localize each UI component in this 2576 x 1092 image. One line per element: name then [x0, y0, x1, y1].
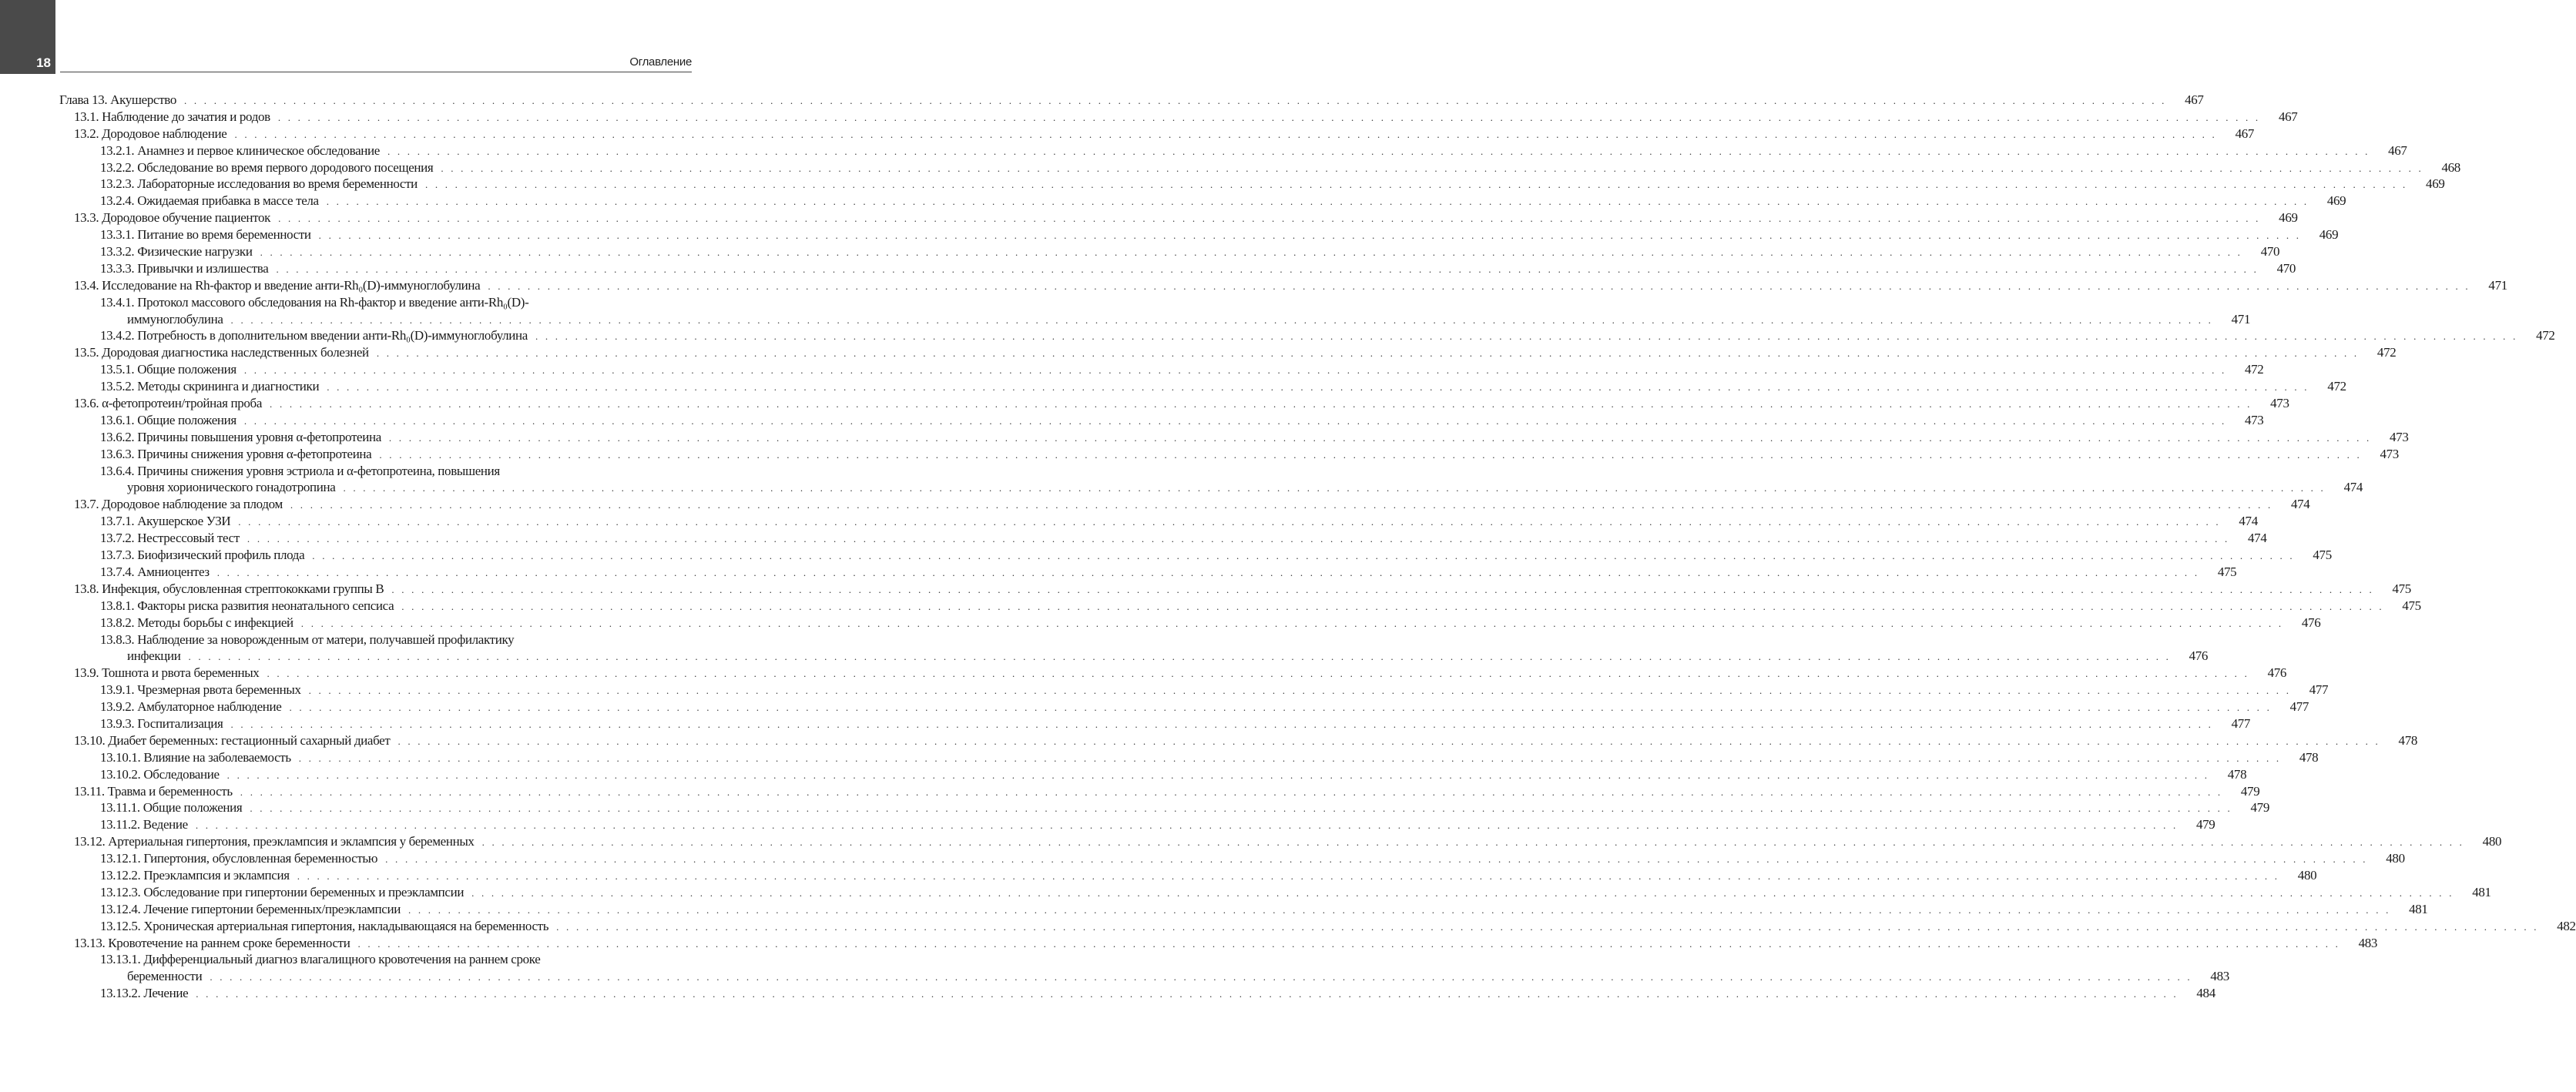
toc-page-number: 479	[2195, 817, 2215, 832]
toc-entry[interactable]	[59, 126, 2255, 143]
dot-leader: . . . . . . . . . . . . . . . . . . . . . . . . . . . . . . . . . . . . . . . . . . . . . . . . . . . . . . . . . . . . . . . . . . . . . . . . . . . . . . . . . . . . . . . . . . . . . . . . . . . . . . . . . . . . . . . . . . . . . . . . . . . . . . . . . . . . . . . . . . . . . . . . . . . . . . . . . . . . . . . . . . . . . . . . . . . . . . . . . . . . . . . . . . . . . . . . . . . . . . . .	[556, 920, 2539, 933]
dot-leader: . . . . . . . . . . . . . . . . . . . . . . . . . . . . . . . . . . . . . . . . . . . . . . . . . . . . . . . . . . . . . . . . . . . . . . . . . . . . . . . . . . . . . . . . . . . . . . . . . . . . . . . . . . . . . . . . . . . . . . . . . . . . . . . . . . . . . . . . . . . . . . . . . . . . . . . . . . . . . . . . . . . . . . . . . . . . . . . . . . . . . . . . . . . . . . . . . . . . . . . .	[326, 196, 2309, 208]
toc-page-number: 476	[2301, 615, 2321, 630]
toc-page-number: 468	[2441, 159, 2460, 175]
dot-leader: . . . . . . . . . . . . . . . . . . . . . . . . . . . . . . . . . . . . . . . . . . . . . . . . . . . . . . . . . . . . . . . . . . . . . . . . . . . . . . . . . . . . . . . . . . . . . . . . . . . . . . . . . . . . . . . . . . . . . . . . . . . . . . . . . . . . . . . . . . . . . . . . . . . . . . . . . . . . . . . . . . . . . . . . . . . . . . . . . . . . . . . . . . . . . . . . . . . . . . . .	[298, 752, 2282, 764]
dot-leader: . . . . . . . . . . . . . . . . . . . . . . . . . . . . . . . . . . . . . . . . . . . . . . . . . . . . . . . . . . . . . . . . . . . . . . . . . . . . . . . . . . . . . . . . . . . . . . . . . . . . . . . . . . . . . . . . . . . . . . . . . . . . . . . . . . . . . . . . . . . . . . . . . . . . . . . . . . . . . . . . . . . . . . . . . . . . . . . . . . . . . . . . . . . . . . . . . . . . . . . .	[277, 111, 2261, 123]
dot-leader: . . . . . . . . . . . . . . . . . . . . . . . . . . . . . . . . . . . . . . . . . . . . . . . . . . . . . . . . . . . . . . . . . . . . . . . . . . . . . . . . . . . . . . . . . . . . . . . . . . . . . . . . . . . . . . . . . . . . . . . . . . . . . . . . . . . . . . . . . . . . . . . . . . . . . . . . . . . . . . . . . . . . . . . . . . . . . . . . . . . . . . . . . . . . . . . . . . . . . . . .	[188, 651, 2172, 663]
toc-entry[interactable]	[59, 682, 2329, 699]
toc-entry[interactable]	[59, 732, 2417, 750]
toc-entry-title: 13.2.4. Ожидаемая прибавка в массе тела	[100, 193, 319, 209]
table-of-contents	[59, 92, 2576, 1003]
toc-entry[interactable]	[59, 615, 2321, 632]
dot-leader: . . . . . . . . . . . . . . . . . . . . . . . . . . . . . . . . . . . . . . . . . . . . . . . . . . . . . . . . . . . . . . . . . . . . . . . . . . . . . . . . . . . . . . . . . . . . . . . . . . . . . . . . . . . . . . . . . . . . . . . . . . . . . . . . . . . . . . . . . . . . . . . . . . . . . . . . . . . . . . . . . . . . . . . . . . . . . . . . . . . . . . . . . . . . . . . . . . . . . . . .	[300, 617, 2284, 629]
toc-entry[interactable]	[59, 497, 2310, 514]
toc-entry-title: 13.8.3. Наблюдение за новорожденным от матери, получавшей профилактику	[100, 631, 515, 647]
dot-leader: . . . . . . . . . . . . . . . . . . . . . . . . . . . . . . . . . . . . . . . . . . . . . . . . . . . . . . . . . . . . . . . . . . . . . . . . . . . . . . . . . . . . . . . . . . . . . . . . . . . . . . . . . . . . . . . . . . . . . . . . . . . . . . . . . . . . . . . . . . . . . . . . . . . . . . . . . . . . . . . . . . . . . . . . . . . . . . . . . . . . . . . . . . . . . . . . . . . . . . . .	[297, 869, 2280, 882]
toc-entry-title: 13.10.2. Обследование	[100, 766, 220, 782]
toc-page-number: 474	[2248, 531, 2267, 546]
toc-entry[interactable]	[59, 244, 2280, 261]
toc-page-number: 472	[2536, 328, 2555, 343]
toc-entry-title: 13.6. α-фетопротеин/тройная проба	[74, 396, 263, 411]
toc-entry-title: 13.10.1. Влияние на заболеваемость	[100, 749, 291, 765]
dot-leader: . . . . . . . . . . . . . . . . . . . . . . . . . . . . . . . . . . . . . . . . . . . . . . . . . . . . . . . . . . . . . . . . . . . . . . . . . . . . . . . . . . . . . . . . . . . . . . . . . . . . . . . . . . . . . . . . . . . . . . . . . . . . . . . . . . . . . . . . . . . . . . . . . . . . . . . . . . . . . . . . . . . . . . . . . . . . . . . . . . . . . . . . . . . . . . . . . . . . . . . .	[391, 583, 2374, 595]
toc-page-number: 470	[2260, 244, 2280, 260]
toc-page-number: 477	[2309, 682, 2329, 698]
dot-leader: . . . . . . . . . . . . . . . . . . . . . . . . . . . . . . . . . . . . . . . . . . . . . . . . . . . . . . . . . . . . . . . . . . . . . . . . . . . . . . . . . . . . . . . . . . . . . . . . . . . . . . . . . . . . . . . . . . . . . . . . . . . . . . . . . . . . . . . . . . . . . . . . . . . . . . . . . . . . . . . . . . . . . . . . . . . . . . . . . . . . . . . . . . . . . . . . . . . . . . . .	[276, 263, 2259, 275]
toc-entry-title: 13.5.2. Методы скрининга и диагностики	[100, 379, 320, 394]
toc-entry-title: 13.4.1. Протокол массового обследования на Rh-фактор и введение анти-Rh₀(D)-	[100, 294, 529, 310]
toc-entry-title: 13.12. Артериальная гипертония, преэклампсия и эклампсия у беременных	[74, 834, 475, 849]
toc-entry-title: Глава 13. Акушерство	[59, 92, 176, 107]
toc-entry[interactable]	[59, 800, 2269, 817]
toc-page-number: 481	[2409, 901, 2428, 916]
toc-entry-title: 13.2.2. Обследование во время первого дородового посещения	[100, 159, 434, 175]
toc-entry[interactable]	[59, 227, 2339, 244]
toc-page-number: 480	[2386, 851, 2405, 866]
toc-page-number: 481	[2472, 884, 2491, 899]
dot-leader: . . . . . . . . . . . . . . . . . . . . . . . . . . . . . . . . . . . . . . . . . . . . . . . . . . . . . . . . . . . . . . . . . . . . . . . . . . . . . . . . . . . . . . . . . . . . . . . . . . . . . . . . . . . . . . . . . . . . . . . . . . . . . . . . . . . . . . . . . . . . . . . . . . . . . . . . . . . . . . . . . . . . . . . . . . . . . . . . . . . . . . . . . . . . . . . . . . . . . . . .	[230, 718, 2214, 730]
toc-page-number: 472	[2327, 379, 2346, 394]
toc-page-number: 474	[2239, 514, 2258, 529]
dot-leader: . . . . . . . . . . . . . . . . . . . . . . . . . . . . . . . . . . . . . . . . . . . . . . . . . . . . . . . . . . . . . . . . . . . . . . . . . . . . . . . . . . . . . . . . . . . . . . . . . . . . . . . . . . . . . . . . . . . . . . . . . . . . . . . . . . . . . . . . . . . . . . . . . . . . . . . . . . . . . . . . . . . . . . . . . . . . . . . . . . . . . . . . . . . . . . . . . . . . . . . .	[230, 313, 2214, 326]
toc-page-number: 478	[2299, 749, 2319, 765]
dot-leader: . . . . . . . . . . . . . . . . . . . . . . . . . . . . . . . . . . . . . . . . . . . . . . . . . . . . . . . . . . . . . . . . . . . . . . . . . . . . . . . . . . . . . . . . . . . . . . . . . . . . . . . . . . . . . . . . . . . . . . . . . . . . . . . . . . . . . . . . . . . . . . . . . . . . . . . . . . . . . . . . . . . . . . . . . . . . . . . . . . . . . . . . . . . . . . . . . . . . . . . .	[226, 769, 2210, 781]
dot-leader: . . . . . . . . . . . . . . . . . . . . . . . . . . . . . . . . . . . . . . . . . . . . . . . . . . . . . . . . . . . . . . . . . . . . . . . . . . . . . . . . . . . . . . . . . . . . . . . . . . . . . . . . . . . . . . . . . . . . . . . . . . . . . . . . . . . . . . . . . . . . . . . . . . . . . . . . . . . . . . . . . . . . . . . . . . . . . . . . . . . . . . . . . . . . . . . . . . . . . . . .	[210, 971, 2192, 983]
toc-entry-title: 13.6.1. Общие положения	[100, 412, 236, 427]
dot-leader: . . . . . . . . . . . . . . . . . . . . . . . . . . . . . . . . . . . . . . . . . . . . . . . . . . . . . . . . . . . . . . . . . . . . . . . . . . . . . . . . . . . . . . . . . . . . . . . . . . . . . . . . . . . . . . . . . . . . . . . . . . . . . . . . . . . . . . . . . . . . . . . . . . . . . . . . . . . . . . . . . . . . . . . . . . . . . . . . . . . . . . . . . . . . . . . . . . . . . . . .	[250, 802, 2232, 815]
toc-page-number: 473	[2270, 396, 2289, 411]
toc-entry[interactable]	[59, 564, 2237, 581]
toc-entry-title: инфекции	[127, 648, 181, 664]
toc-entry-title: 13.12.4. Лечение гипертонии беременных/преэклампсии	[100, 901, 401, 916]
toc-entry[interactable]	[59, 632, 692, 649]
toc-page-number: 469	[2279, 210, 2298, 226]
dot-leader: . . . . . . . . . . . . . . . . . . . . . . . . . . . . . . . . . . . . . . . . . . . . . . . . . . . . . . . . . . . . . . . . . . . . . . . . . . . . . . . . . . . . . . . . . . . . . . . . . . . . . . . . . . . . . . . . . . . . . . . . . . . . . . . . . . . . . . . . . . . . . . . . . . . . . . . . . . . . . . . . . . . . . . . . . . . . . . . . . . . . . . . . . . . . . . . . . . . . . . . .	[387, 145, 2370, 157]
dot-leader: . . . . . . . . . . . . . . . . . . . . . . . . . . . . . . . . . . . . . . . . . . . . . . . . . . . . . . . . . . . . . . . . . . . . . . . . . . . . . . . . . . . . . . . . . . . . . . . . . . . . . . . . . . . . . . . . . . . . . . . . . . . . . . . . . . . . . . . . . . . . . . . . . . . . . . . . . . . . . . . . . . . . . . . . . . . . . . . . . . . . . . . . . . . . . . . . . . . . . . . .	[240, 786, 2223, 798]
toc-entry[interactable]	[59, 109, 2298, 126]
toc-page-number: 472	[2376, 345, 2397, 360]
toc-entry[interactable]	[59, 531, 2267, 548]
toc-page-number: 477	[2231, 715, 2251, 731]
toc-entry-title: 13.7.2. Нестрессовый тест	[100, 531, 240, 546]
dot-leader: . . . . . . . . . . . . . . . . . . . . . . . . . . . . . . . . . . . . . . . . . . . . . . . . . . . . . . . . . . . . . . . . . . . . . . . . . . . . . . . . . . . . . . . . . . . . . . . . . . . . . . . . . . . . . . . . . . . . . . . . . . . . . . . . . . . . . . . . . . . . . . . . . . . . . . . . . . . . . . . . . . . . . . . . . . . . . . . . . . . . . . . . . . . . . . . . . . . . . . . .	[535, 330, 2518, 343]
dot-leader: . . . . . . . . . . . . . . . . . . . . . . . . . . . . . . . . . . . . . . . . . . . . . . . . . . . . . . . . . . . . . . . . . . . . . . . . . . . . . . . . . . . . . . . . . . . . . . . . . . . . . . . . . . . . . . . . . . . . . . . . . . . . . . . . . . . . . . . . . . . . . . . . . . . . . . . . . . . . . . . . . . . . . . . . . . . . . . . . . . . . . . . . . . . . . . . . . . . . . . . .	[327, 381, 2309, 394]
toc-entry[interactable]	[59, 464, 692, 481]
toc-entry[interactable]	[59, 210, 2298, 227]
dot-leader: . . . . . . . . . . . . . . . . . . . . . . . . . . . . . . . . . . . . . . . . . . . . . . . . . . . . . . . . . . . . . . . . . . . . . . . . . . . . . . . . . . . . . . . . . . . . . . . . . . . . . . . . . . . . . . . . . . . . . . . . . . . . . . . . . . . . . . . . . . . . . . . . . . . . . . . . . . . . . . . . . . . . . . . . . . . . . . . . . . . . . . . . . . . . . . . . . . . . . . . .	[401, 600, 2384, 612]
toc-entry-title: 13.12.2. Преэклампсия и эклампсия	[100, 867, 290, 883]
toc-entry[interactable]	[59, 918, 2576, 936]
toc-page-number: 475	[2402, 598, 2421, 613]
toc-entry[interactable]	[59, 514, 2258, 531]
toc-entry-title: 13.8.2. Методы борьбы с инфекцией	[100, 615, 293, 630]
dot-leader: . . . . . . . . . . . . . . . . . . . . . . . . . . . . . . . . . . . . . . . . . . . . . . . . . . . . . . . . . . . . . . . . . . . . . . . . . . . . . . . . . . . . . . . . . . . . . . . . . . . . . . . . . . . . . . . . . . . . . . . . . . . . . . . . . . . . . . . . . . . . . . . . . . . . . . . . . . . . . . . . . . . . . . . . . . . . . . . . . . . . . . . . . . . . . . . . . . . . . . . .	[290, 499, 2273, 511]
dot-leader: . . . . . . . . . . . . . . . . . . . . . . . . . . . . . . . . . . . . . . . . . . . . . . . . . . . . . . . . . . . . . . . . . . . . . . . . . . . . . . . . . . . . . . . . . . . . . . . . . . . . . . . . . . . . . . . . . . . . . . . . . . . . . . . . . . . . . . . . . . . . . . . . . . . . . . . . . . . . . . . . . . . . . . . . . . . . . . . . . . . . . . . . . . . . . . . . . . . . . . . .	[278, 213, 2261, 225]
toc-entry-title: 13.13.2. Лечение	[100, 986, 189, 1001]
toc-entry-title: 13.2.1. Анамнез и первое клиническое обследование	[100, 142, 380, 158]
dot-leader: . . . . . . . . . . . . . . . . . . . . . . . . . . . . . . . . . . . . . . . . . . . . . . . . . . . . . . . . . . . . . . . . . . . . . . . . . . . . . . . . . . . . . . . . . . . . . . . . . . . . . . . . . . . . . . . . . . . . . . . . . . . . . . . . . . . . . . . . . . . . . . . . . . . . . . . . . . . . . . . . . . . . . . . . . . . . . . . . . . . . . . . . . . . . . . . . . . . . . . . .	[397, 735, 2380, 747]
toc-entry[interactable]	[59, 834, 2502, 851]
toc-entry[interactable]	[59, 480, 2363, 497]
dot-leader: . . . . . . . . . . . . . . . . . . . . . . . . . . . . . . . . . . . . . . . . . . . . . . . . . . . . . . . . . . . . . . . . . . . . . . . . . . . . . . . . . . . . . . . . . . . . . . . . . . . . . . . . . . . . . . . . . . . . . . . . . . . . . . . . . . . . . . . . . . . . . . . . . . . . . . . . . . . . . . . . . . . . . . . . . . . . . . . . . . . . . . . . . . . . . . . . . . . . . . . .	[318, 229, 2302, 242]
dot-leader: . . . . . . . . . . . . . . . . . . . . . . . . . . . . . . . . . . . . . . . . . . . . . . . . . . . . . . . . . . . . . . . . . . . . . . . . . . . . . . . . . . . . . . . . . . . . . . . . . . . . . . . . . . . . . . . . . . . . . . . . . . . . . . . . . . . . . . . . . . . . . . . . . . . . . . . . . . . . . . . . . . . . . . . . . . . . . . . . . . . . . . . . . . . . . . . . . . . . . . . .	[312, 550, 2295, 562]
toc-entry-title: 13.1. Наблюдение до зачатия и родов	[74, 109, 270, 124]
toc-page-number: 479	[2240, 783, 2260, 799]
toc-entry[interactable]	[59, 986, 2215, 1003]
toc-entry[interactable]	[59, 699, 2309, 716]
toc-entry-title: 13.3.3. Привычки и излишества	[100, 260, 269, 276]
toc-entry[interactable]	[59, 598, 2421, 615]
page-number: 18	[36, 55, 51, 70]
dot-leader: . . . . . . . . . . . . . . . . . . . . . . . . . . . . . . . . . . . . . . . . . . . . . . . . . . . . . . . . . . . . . . . . . . . . . . . . . . . . . . . . . . . . . . . . . . . . . . . . . . . . . . . . . . . . . . . . . . . . . . . . . . . . . . . . . . . . . . . . . . . . . . . . . . . . . . . . . . . . . . . . . . . . . . . . . . . . . . . . . . . . . . . . . . . . . . . . . . . . . . . .	[184, 95, 2167, 106]
toc-entry-title: 13.2.3. Лабораторные исследования во время беременности	[100, 176, 418, 192]
toc-page-number: 476	[2189, 648, 2209, 664]
toc-page-number: 475	[2313, 548, 2332, 563]
toc-entry-title: иммуноглобулина	[127, 311, 223, 327]
toc-entry[interactable]	[59, 851, 2405, 868]
toc-entry[interactable]	[59, 295, 692, 312]
toc-entry-title: 13.9.1. Чрезмерная рвота беременных	[100, 682, 301, 698]
toc-entry-title: 13.4.2. Потребность в дополнительном введении анти-Rh₀(D)-иммуноглобулина	[100, 328, 528, 343]
toc-page-number: 472	[2245, 362, 2264, 377]
toc-entry-title: 13.6.2. Причины повышения уровня α-фетопротеина	[100, 429, 381, 444]
toc-entry[interactable]	[59, 665, 2287, 682]
toc-entry-title: 13.9. Тошнота и рвота беременных	[74, 665, 260, 681]
toc-entry[interactable]	[59, 311, 2251, 329]
toc-page-number: 480	[2297, 867, 2317, 883]
dot-leader: . . . . . . . . . . . . . . . . . . . . . . . . . . . . . . . . . . . . . . . . . . . . . . . . . . . . . . . . . . . . . . . . . . . . . . . . . . . . . . . . . . . . . . . . . . . . . . . . . . . . . . . . . . . . . . . . . . . . . . . . . . . . . . . . . . . . . . . . . . . . . . . . . . . . . . . . . . . . . . . . . . . . . . . . . . . . . . . . . . . . . . . . . . . . . . . . . . . . . . . .	[234, 128, 2218, 140]
toc-page-number: 477	[2289, 699, 2309, 715]
toc-page-number: 478	[2398, 732, 2417, 748]
toc-page-number: 469	[2426, 176, 2445, 192]
toc-page-number: 483	[2210, 969, 2229, 984]
toc-page-number: 473	[2380, 446, 2399, 461]
dot-leader: . . . . . . . . . . . . . . . . . . . . . . . . . . . . . . . . . . . . . . . . . . . . . . . . . . . . . . . . . . . . . . . . . . . . . . . . . . . . . . . . . . . . . . . . . . . . . . . . . . . . . . . . . . . . . . . . . . . . . . . . . . . . . . . . . . . . . . . . . . . . . . . . . . . . . . . . . . . . . . . . . . . . . . . . . . . . . . . . . . . . . . . . . . . . . . . . . . . . . . . .	[379, 448, 2362, 461]
toc-entry[interactable]	[59, 715, 2251, 733]
toc-entry-title: 13.9.2. Амбулаторное наблюдение	[100, 699, 282, 715]
toc-entry[interactable]	[59, 379, 2346, 396]
dot-leader: . . . . . . . . . . . . . . . . . . . . . . . . . . . . . . . . . . . . . . . . . . . . . . . . . . . . . . . . . . . . . . . . . . . . . . . . . . . . . . . . . . . . . . . . . . . . . . . . . . . . . . . . . . . . . . . . . . . . . . . . . . . . . . . . . . . . . . . . . . . . . . . . . . . . . . . . . . . . . . . . . . . . . . . . . . . . . . . . . . . . . . . . . . . . . . . . . . . . . . . .	[270, 398, 2252, 410]
toc-page-number: 474	[2343, 480, 2363, 495]
toc-entry-title: 13.6.3. Причины снижения уровня α-фетопротеина	[100, 446, 372, 461]
toc-page-number: 471	[2231, 311, 2251, 327]
toc-entry-title: 13.7. Дородовое наблюдение за плодом	[74, 497, 283, 512]
running-header	[60, 55, 692, 72]
toc-entry[interactable]	[59, 969, 2229, 986]
dot-leader: . . . . . . . . . . . . . . . . . . . . . . . . . . . . . . . . . . . . . . . . . . . . . . . . . . . . . . . . . . . . . . . . . . . . . . . . . . . . . . . . . . . . . . . . . . . . . . . . . . . . . . . . . . . . . . . . . . . . . . . . . . . . . . . . . . . . . . . . . . . . . . . . . . . . . . . . . . . . . . . . . . . . . . . . . . . . . . . . . . . . . . . . . . . . . . . . . . . . . . . .	[481, 836, 2465, 849]
toc-page-number: 475	[2392, 581, 2411, 596]
toc-page-number: 474	[2291, 497, 2310, 512]
toc-entry-title: 13.7.1. Акушерское УЗИ	[100, 514, 231, 529]
toc-entry[interactable]	[59, 446, 2399, 464]
dot-leader: . . . . . . . . . . . . . . . . . . . . . . . . . . . . . . . . . . . . . . . . . . . . . . . . . . . . . . . . . . . . . . . . . . . . . . . . . . . . . . . . . . . . . . . . . . . . . . . . . . . . . . . . . . . . . . . . . . . . . . . . . . . . . . . . . . . . . . . . . . . . . . . . . . . . . . . . . . . . . . . . . . . . . . . . . . . . . . . . . . . . . . . . . . . . . . . . . . . . . . . .	[488, 280, 2470, 292]
dot-leader: . . . . . . . . . . . . . . . . . . . . . . . . . . . . . . . . . . . . . . . . . . . . . . . . . . . . . . . . . . . . . . . . . . . . . . . . . . . . . . . . . . . . . . . . . . . . . . . . . . . . . . . . . . . . . . . . . . . . . . . . . . . . . . . . . . . . . . . . . . . . . . . . . . . . . . . . . . . . . . . . . . . . . . . . . . . . . . . . . . . . . . . . . . . . . . . . . . . . . . . .	[357, 937, 2341, 950]
toc-entry[interactable]	[59, 396, 2289, 413]
toc-entry[interactable]	[59, 176, 2445, 193]
toc-entry[interactable]	[59, 429, 2409, 447]
toc-entry-title: 13.6.4. Причины снижения уровня эстриола и α-фетопротеина, повышения	[100, 463, 500, 478]
toc-page-number: 469	[2319, 227, 2339, 243]
toc-entry-title: 13.5. Дородовая диагностика наследственных болезней	[74, 345, 369, 360]
toc-entry[interactable]	[59, 92, 2204, 109]
toc-entry-title: 13.12.1. Гипертония, обусловленная беременностью	[100, 851, 378, 866]
toc-page-number: 473	[2245, 412, 2264, 427]
dot-leader: . . . . . . . . . . . . . . . . . . . . . . . . . . . . . . . . . . . . . . . . . . . . . . . . . . . . . . . . . . . . . . . . . . . . . . . . . . . . . . . . . . . . . . . . . . . . . . . . . . . . . . . . . . . . . . . . . . . . . . . . . . . . . . . . . . . . . . . . . . . . . . . . . . . . . . . . . . . . . . . . . . . . . . . . . . . . . . . . . . . . . . . . . . . . . . . . . . . . . . . .	[243, 364, 2227, 377]
toc-entry-title: 13.3. Дородовое обучение пациенток	[74, 210, 271, 226]
page-number-tab	[0, 0, 55, 74]
toc-entry-title: 13.13.1. Дифференциальный диагноз влагалищного кровотечения на раннем сроке	[100, 952, 541, 967]
toc-entry[interactable]	[59, 159, 2460, 177]
toc-page-number: 482	[2557, 918, 2576, 933]
toc-entry-title: беременности	[127, 969, 203, 984]
toc-entry-title: 13.13. Кровотечение на раннем сроке беременности	[74, 935, 351, 950]
toc-entry[interactable]	[59, 142, 2407, 160]
toc-entry[interactable]	[59, 412, 2264, 430]
toc-entry-title: 13.11.1. Общие положения	[100, 800, 243, 816]
toc-page-number: 467	[2278, 109, 2298, 124]
toc-entry-title: 13.2. Дородовое наблюдение	[74, 126, 227, 141]
toc-page-number: 475	[2217, 564, 2237, 579]
toc-entry-title: 13.12.5. Хроническая артериальная гипертония, накладывающаяся на беременность	[100, 918, 549, 933]
toc-page-number: 467	[2388, 142, 2407, 158]
toc-entry[interactable]	[59, 328, 2555, 345]
toc-page-number: 480	[2482, 834, 2502, 849]
dot-leader: . . . . . . . . . . . . . . . . . . . . . . . . . . . . . . . . . . . . . . . . . . . . . . . . . . . . . . . . . . . . . . . . . . . . . . . . . . . . . . . . . . . . . . . . . . . . . . . . . . . . . . . . . . . . . . . . . . . . . . . . . . . . . . . . . . . . . . . . . . . . . . . . . . . . . . . . . . . . . . . . . . . . . . . . . . . . . . . . . . . . . . . . . . . . . . . . . . . . . . . .	[196, 988, 2179, 1000]
toc-page-number: 467	[2235, 126, 2255, 141]
toc-page-number: 469	[2326, 193, 2346, 209]
toc-entry[interactable]	[59, 952, 692, 969]
toc-entry[interactable]	[59, 277, 2507, 295]
dot-leader: . . . . . . . . . . . . . . . . . . . . . . . . . . . . . . . . . . . . . . . . . . . . . . . . . . . . . . . . . . . . . . . . . . . . . . . . . . . . . . . . . . . . . . . . . . . . . . . . . . . . . . . . . . . . . . . . . . . . . . . . . . . . . . . . . . . . . . . . . . . . . . . . . . . . . . . . . . . . . . . . . . . . . . . . . . . . . . . . . . . . . . . . . . . . . . . . . . . . . . . .	[471, 886, 2454, 899]
dot-leader: . . . . . . . . . . . . . . . . . . . . . . . . . . . . . . . . . . . . . . . . . . . . . . . . . . . . . . . . . . . . . . . . . . . . . . . . . . . . . . . . . . . . . . . . . . . . . . . . . . . . . . . . . . . . . . . . . . . . . . . . . . . . . . . . . . . . . . . . . . . . . . . . . . . . . . . . . . . . . . . . . . . . . . . . . . . . . . . . . . . . . . . . . . . . . . . . . . . . . . . .	[388, 431, 2372, 444]
dot-leader: . . . . . . . . . . . . . . . . . . . . . . . . . . . . . . . . . . . . . . . . . . . . . . . . . . . . . . . . . . . . . . . . . . . . . . . . . . . . . . . . . . . . . . . . . . . . . . . . . . . . . . . . . . . . . . . . . . . . . . . . . . . . . . . . . . . . . . . . . . . . . . . . . . . . . . . . . . . . . . . . . . . . . . . . . . . . . . . . . . . . . . . . . . . . . . . . . . . . . . . .	[216, 566, 2200, 578]
toc-entry[interactable]	[59, 817, 2215, 834]
toc-page-number: 483	[2358, 935, 2378, 950]
toc-page-number: 478	[2227, 766, 2247, 782]
toc-entry-title: 13.11.2. Ведение	[100, 817, 188, 832]
toc-entry[interactable]	[59, 648, 2209, 665]
toc-entry-title: 13.4. Исследование на Rh-фактор и введение анти-Rh₀(D)-иммуноглобулина	[74, 277, 481, 293]
dot-leader: . . . . . . . . . . . . . . . . . . . . . . . . . . . . . . . . . . . . . . . . . . . . . . . . . . . . . . . . . . . . . . . . . . . . . . . . . . . . . . . . . . . . . . . . . . . . . . . . . . . . . . . . . . . . . . . . . . . . . . . . . . . . . . . . . . . . . . . . . . . . . . . . . . . . . . . . . . . . . . . . . . . . . . . . . . . . . . . . . . . . . . . . . . . . . . . . . . . . . . . .	[267, 668, 2250, 680]
dot-leader: . . . . . . . . . . . . . . . . . . . . . . . . . . . . . . . . . . . . . . . . . . . . . . . . . . . . . . . . . . . . . . . . . . . . . . . . . . . . . . . . . . . . . . . . . . . . . . . . . . . . . . . . . . . . . . . . . . . . . . . . . . . . . . . . . . . . . . . . . . . . . . . . . . . . . . . . . . . . . . . . . . . . . . . . . . . . . . . . . . . . . . . . . . . . . . . . . . . . . . . .	[195, 819, 2179, 832]
toc-entry[interactable]	[59, 260, 2296, 278]
dot-leader: . . . . . . . . . . . . . . . . . . . . . . . . . . . . . . . . . . . . . . . . . . . . . . . . . . . . . . . . . . . . . . . . . . . . . . . . . . . . . . . . . . . . . . . . . . . . . . . . . . . . . . . . . . . . . . . . . . . . . . . . . . . . . . . . . . . . . . . . . . . . . . . . . . . . . . . . . . . . . . . . . . . . . . . . . . . . . . . . . . . . . . . . . . . . . . . . . . . . . . . .	[408, 903, 2391, 916]
toc-page-number: 471	[2488, 277, 2507, 293]
toc-entry-title: 13.8. Инфекция, обусловленная стрептококками группы B	[74, 581, 384, 596]
dot-leader: . . . . . . . . . . . . . . . . . . . . . . . . . . . . . . . . . . . . . . . . . . . . . . . . . . . . . . . . . . . . . . . . . . . . . . . . . . . . . . . . . . . . . . . . . . . . . . . . . . . . . . . . . . . . . . . . . . . . . . . . . . . . . . . . . . . . . . . . . . . . . . . . . . . . . . . . . . . . . . . . . . . . . . . . . . . . . . . . . . . . . . . . . . . . . . . . . . . . . . . .	[385, 853, 2368, 866]
dot-leader: . . . . . . . . . . . . . . . . . . . . . . . . . . . . . . . . . . . . . . . . . . . . . . . . . . . . . . . . . . . . . . . . . . . . . . . . . . . . . . . . . . . . . . . . . . . . . . . . . . . . . . . . . . . . . . . . . . . . . . . . . . . . . . . . . . . . . . . . . . . . . . . . . . . . . . . . . . . . . . . . . . . . . . . . . . . . . . . . . . . . . . . . . . . . . . . . . . . . . . . .	[247, 533, 2230, 545]
toc-entry-title: 13.3.1. Питание во время беременности	[100, 227, 311, 243]
toc-page-number: 467	[2185, 92, 2204, 107]
toc-entry[interactable]	[59, 783, 2260, 801]
toc-page-number: 473	[2390, 429, 2409, 444]
toc-entry-title: уровня хорионического гонадотропина	[127, 480, 336, 495]
toc-entry[interactable]	[59, 749, 2319, 767]
toc-entry-title: 13.12.3. Обследование при гипертонии беременных и преэклампсии	[100, 884, 465, 899]
toc-entry[interactable]	[59, 901, 2428, 919]
toc-entry[interactable]	[59, 193, 2346, 210]
dot-leader: . . . . . . . . . . . . . . . . . . . . . . . . . . . . . . . . . . . . . . . . . . . . . . . . . . . . . . . . . . . . . . . . . . . . . . . . . . . . . . . . . . . . . . . . . . . . . . . . . . . . . . . . . . . . . . . . . . . . . . . . . . . . . . . . . . . . . . . . . . . . . . . . . . . . . . . . . . . . . . . . . . . . . . . . . . . . . . . . . . . . . . . . . . . . . . . . . . . . . . . .	[441, 162, 2423, 174]
toc-entry[interactable]	[59, 581, 2411, 598]
toc-entry-title: 13.5.1. Общие положения	[100, 362, 236, 377]
toc-entry-title: 13.7.4. Амниоцентез	[100, 564, 210, 579]
toc-page-number: 479	[2250, 800, 2269, 816]
toc-entry-title: 13.3.2. Физические нагрузки	[100, 244, 253, 260]
toc-entry[interactable]	[59, 548, 2332, 564]
section-title: Оглавление	[629, 55, 692, 69]
dot-leader: . . . . . . . . . . . . . . . . . . . . . . . . . . . . . . . . . . . . . . . . . . . . . . . . . . . . . . . . . . . . . . . . . . . . . . . . . . . . . . . . . . . . . . . . . . . . . . . . . . . . . . . . . . . . . . . . . . . . . . . . . . . . . . . . . . . . . . . . . . . . . . . . . . . . . . . . . . . . . . . . . . . . . . . . . . . . . . . . . . . . . . . . . . . . . . . . . . . . . . . .	[260, 246, 2243, 259]
dot-leader: . . . . . . . . . . . . . . . . . . . . . . . . . . . . . . . . . . . . . . . . . . . . . . . . . . . . . . . . . . . . . . . . . . . . . . . . . . . . . . . . . . . . . . . . . . . . . . . . . . . . . . . . . . . . . . . . . . . . . . . . . . . . . . . . . . . . . . . . . . . . . . . . . . . . . . . . . . . . . . . . . . . . . . . . . . . . . . . . . . . . . . . . . . . . . . . . . . . . . . . .	[376, 347, 2360, 360]
dot-leader: . . . . . . . . . . . . . . . . . . . . . . . . . . . . . . . . . . . . . . . . . . . . . . . . . . . . . . . . . . . . . . . . . . . . . . . . . . . . . . . . . . . . . . . . . . . . . . . . . . . . . . . . . . . . . . . . . . . . . . . . . . . . . . . . . . . . . . . . . . . . . . . . . . . . . . . . . . . . . . . . . . . . . . . . . . . . . . . . . . . . . . . . . . . . . . . . . . . . . . . .	[243, 414, 2227, 427]
dot-leader: . . . . . . . . . . . . . . . . . . . . . . . . . . . . . . . . . . . . . . . . . . . . . . . . . . . . . . . . . . . . . . . . . . . . . . . . . . . . . . . . . . . . . . . . . . . . . . . . . . . . . . . . . . . . . . . . . . . . . . . . . . . . . . . . . . . . . . . . . . . . . . . . . . . . . . . . . . . . . . . . . . . . . . . . . . . . . . . . . . . . . . . . . . . . . . . . . . . . . . . .	[308, 685, 2292, 697]
toc-entry[interactable]	[59, 884, 2491, 902]
toc-entry[interactable]	[59, 766, 2247, 784]
dot-leader: . . . . . . . . . . . . . . . . . . . . . . . . . . . . . . . . . . . . . . . . . . . . . . . . . . . . . . . . . . . . . . . . . . . . . . . . . . . . . . . . . . . . . . . . . . . . . . . . . . . . . . . . . . . . . . . . . . . . . . . . . . . . . . . . . . . . . . . . . . . . . . . . . . . . . . . . . . . . . . . . . . . . . . . . . . . . . . . . . . . . . . . . . . . . . . . . . . . . . . . .	[424, 179, 2408, 191]
toc-page-number: 484	[2196, 986, 2215, 1001]
dot-leader: . . . . . . . . . . . . . . . . . . . . . . . . . . . . . . . . . . . . . . . . . . . . . . . . . . . . . . . . . . . . . . . . . . . . . . . . . . . . . . . . . . . . . . . . . . . . . . . . . . . . . . . . . . . . . . . . . . . . . . . . . . . . . . . . . . . . . . . . . . . . . . . . . . . . . . . . . . . . . . . . . . . . . . . . . . . . . . . . . . . . . . . . . . . . . . . . . . . . . . . .	[343, 482, 2326, 494]
toc-entry-title: 13.10. Диабет беременных: гестационный сахарный диабет	[74, 732, 391, 748]
dot-leader: . . . . . . . . . . . . . . . . . . . . . . . . . . . . . . . . . . . . . . . . . . . . . . . . . . . . . . . . . . . . . . . . . . . . . . . . . . . . . . . . . . . . . . . . . . . . . . . . . . . . . . . . . . . . . . . . . . . . . . . . . . . . . . . . . . . . . . . . . . . . . . . . . . . . . . . . . . . . . . . . . . . . . . . . . . . . . . . . . . . . . . . . . . . . . . . . . . . . . . . .	[289, 702, 2272, 714]
dot-leader: . . . . . . . . . . . . . . . . . . . . . . . . . . . . . . . . . . . . . . . . . . . . . . . . . . . . . . . . . . . . . . . . . . . . . . . . . . . . . . . . . . . . . . . . . . . . . . . . . . . . . . . . . . . . . . . . . . . . . . . . . . . . . . . . . . . . . . . . . . . . . . . . . . . . . . . . . . . . . . . . . . . . . . . . . . . . . . . . . . . . . . . . . . . . . . . . . . . . . . . .	[238, 516, 2221, 528]
toc-page-number: 470	[2276, 260, 2296, 276]
toc-entry-title: 13.9.3. Госпитализация	[100, 715, 223, 731]
toc-entry[interactable]	[59, 867, 2317, 885]
toc-entry[interactable]	[59, 362, 2264, 379]
toc-entry-title: 13.11. Травма и беременность	[74, 783, 233, 799]
toc-page-number: 476	[2267, 665, 2287, 681]
toc-entry[interactable]	[59, 935, 2378, 953]
toc-entry[interactable]	[59, 345, 2397, 362]
toc-entry-title: 13.7.3. Биофизический профиль плода	[100, 548, 305, 563]
toc-entry-title: 13.8.1. Факторы риска развития неонатального сепсиса	[100, 598, 394, 613]
